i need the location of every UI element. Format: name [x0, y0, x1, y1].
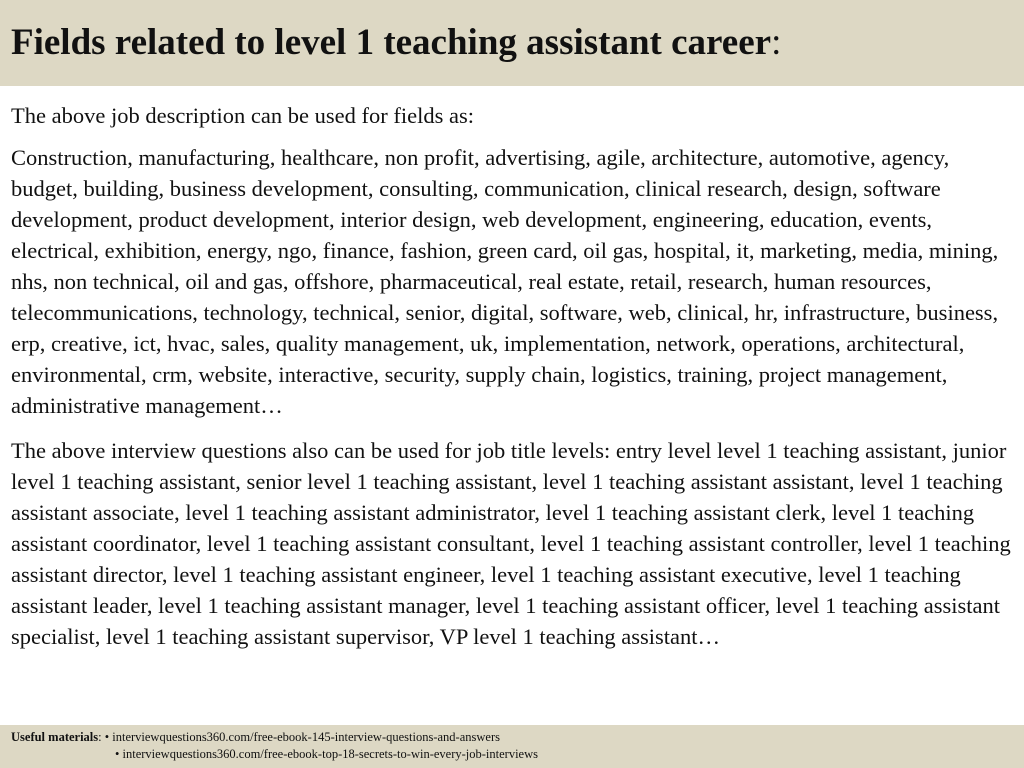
footer-row-2: [11, 746, 1024, 763]
footer-link-ebook-145[interactable]: • interviewquestions360.com/free-ebook-145-interview-questions-and-answers: [104, 730, 500, 744]
slide-title-colon: :: [771, 22, 782, 63]
footer-row-1: [11, 729, 1024, 746]
useful-materials-colon: :: [98, 730, 102, 744]
footer-bar: [0, 725, 1024, 768]
title-bar: [0, 0, 1024, 86]
slide-content: [11, 100, 1015, 652]
slide-title: [11, 20, 1024, 66]
fields-list-paragraph: Construction, manufacturing, healthcare, non profit, advertising, agile, architecture, automotive, agency, budget, building, business development, consulting, communication, clinical research, design, software development, product development, interior design, web development, engineering, education, events, electrical, exhibition, energy, ngo, finance, fashion, green card, oil gas, hospital, it, marketing, media, mining, nhs, non technical, oil and gas, offshore, pharmaceutical, real estate, retail, research, human resources, telecommunications, technology, technical, senior, digital, software, web, clinical, hr, infrastructure, business, erp, creative, ict, hvac, sales, quality management, uk, implementation, network, operations, architectural, environmental, crm, website, interactive, security, supply chain, logistics, training, project management, administrative management…: [11, 145, 999, 418]
slide-title-text: Fields related to level 1 teaching assistant career: [11, 22, 772, 63]
intro-paragraph: The above job description can be used for fields as:: [11, 103, 474, 128]
footer-link-ebook-18-secrets[interactable]: • interviewquestions360.com/free-ebook-top-18-secrets-to-win-every-job-interviews: [115, 747, 538, 761]
useful-materials-label: Useful materials: [11, 730, 99, 744]
job-levels-paragraph: The above interview questions also can be used for job title levels: entry level level 1 teaching assistant, junior level 1 teaching assistant, senior level 1 teaching assistant, level 1 teaching assistant assistant, level 1 teaching assistant associate, level 1 teaching assistant administrator, level 1 teaching assistant clerk, level 1 teaching assistant coordinator, level 1 teaching assistant consultant, level 1 teaching assistant controller, level 1 teaching assistant director, level 1 teaching assistant engineer, level 1 teaching assistant executive, level 1 teaching assistant leader, level 1 teaching assistant manager, level 1 teaching assistant officer, level 1 teaching assistant specialist, level 1 teaching assistant supervisor, VP level 1 teaching assistant…: [11, 438, 1011, 649]
